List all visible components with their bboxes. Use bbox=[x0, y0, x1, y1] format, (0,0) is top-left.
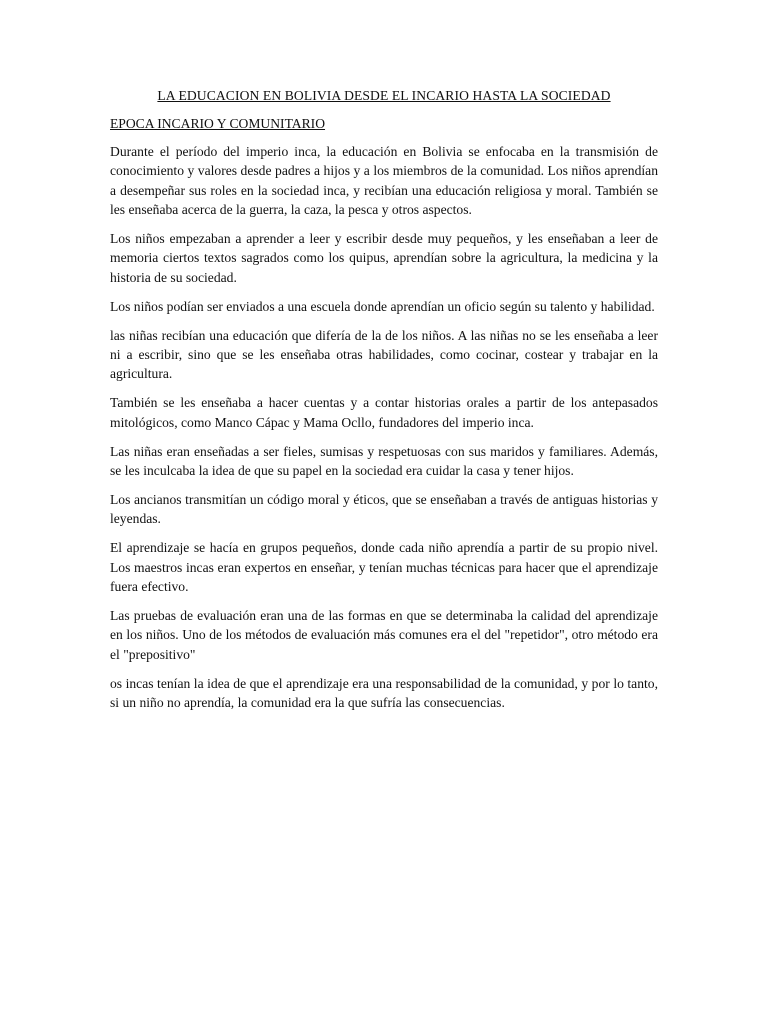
paragraph-7: Los ancianos transmitían un código moral y éticos, que se enseñaban a través de antiguas historias y leyendas. bbox=[110, 491, 658, 527]
paragraph-6: Las niñas eran enseñadas a ser fieles, sumisas y respetuosas con sus maridos y familiares. Además, se les inculcaba la idea de que su papel en la sociedad era cuidar la casa y tener hijos. bbox=[110, 443, 658, 478]
paragraph-8: El aprendizaje se hacía en grupos pequeños, donde cada niño aprendía a partir de su propio nivel. Los maestros incas eran expertos en enseñar, y tenían muchas técnicas para hacer que el aprendizaje fuera efectivo. bbox=[110, 540, 658, 595]
document-title: LA EDUCACION EN BOLIVIA DESDE EL INCARIO HASTA LA SOCIEDAD bbox=[157, 88, 611, 103]
section-heading: EPOCA INCARIO Y COMUNITARIO bbox=[110, 116, 326, 132]
paragraph-10: os incas tenían la idea de que el aprendizaje era una responsabilidad de la comunidad, y por lo tanto, si un niño no aprendía, la comunidad era la que sufría las consecuencias. bbox=[110, 675, 658, 711]
paragraph-1: Durante el período del imperio inca, la educación en Bolivia se enfocaba en la transmisión de conocimiento y valores desde padres a hijos y a los miembros de la comunidad. Los niños aprendían a desempeñar sus roles en la sociedad inca, y recibían una educación religiosa y moral. También se les enseñaba acerca de la guerra, la caza, la pesca y otros aspectos. bbox=[110, 143, 658, 218]
paragraph-4: las niñas recibían una educación que difería de la de los niños. A las niñas no se les enseñaba a leer ni a escribir, sino que se les enseñaba otras habilidades, como cocinar, costear y trabajar en la agricultura. bbox=[110, 327, 658, 382]
paragraph-3: Los niños podían ser enviados a una escuela donde aprendían un oficio según su talento y habilidad. bbox=[110, 298, 655, 314]
paragraph-5: También se les enseñaba a hacer cuentas y a contar historias orales a partir de los antepasados mitológicos, como Manco Cápac y Mama Ocllo, fundadores del imperio inca. bbox=[110, 395, 658, 430]
paragraph-9: Las pruebas de evaluación eran una de las formas en que se determinaba la calidad del aprendizaje en los niños. Uno de los métodos de evaluación más comunes era el del "repetidor", otro método era el "prepositivo" bbox=[110, 607, 658, 662]
paragraph-2: Los niños empezaban a aprender a leer y escribir desde muy pequeños, y les enseñaban a leer de memoria ciertos textos sagrados como los quipus, aprendían sobre la agricultura, la medicina y la historia de su sociedad. bbox=[110, 230, 658, 285]
document-page bbox=[110, 86, 658, 722]
